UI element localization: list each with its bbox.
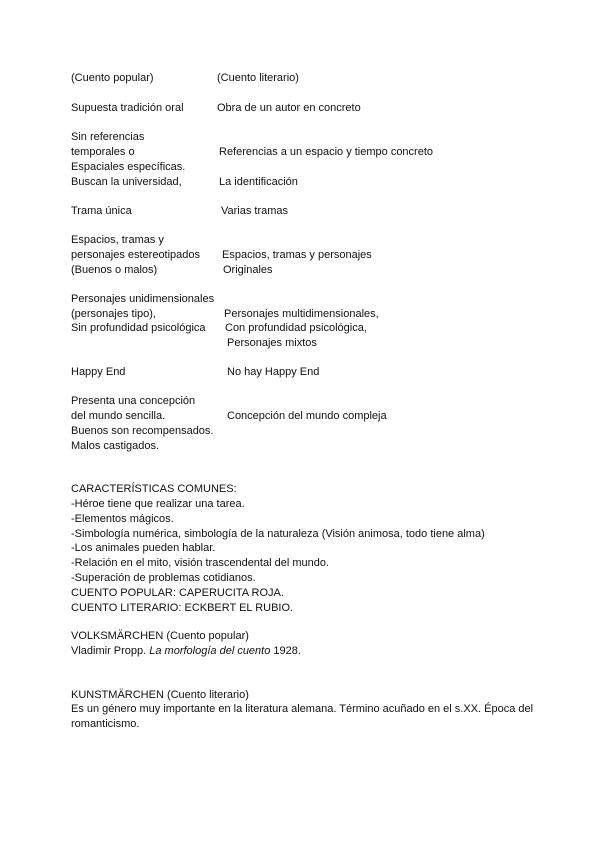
kunstmarchen-heading: KUNSTMÄRCHEN (Cuento literario): [71, 689, 249, 701]
volksmarchen-reference: [71, 644, 301, 658]
row7-right: Concepción del mundo compleja: [227, 410, 387, 422]
row3-right: Varias tramas: [221, 205, 289, 217]
row7-left-2: del mundo sencilla.: [71, 410, 166, 422]
row6-left: Happy End: [71, 366, 126, 378]
row4-left-2: personajes estereotipados: [71, 249, 201, 261]
example-popular: CUENTO POPULAR: CAPERUCITA ROJA.: [71, 587, 284, 599]
row5-right-1: Personajes multidimensionales,: [224, 308, 379, 320]
common-item: -Héroe tiene que realizar una tarea.: [71, 498, 245, 510]
row6-right: No hay Happy End: [227, 366, 320, 378]
common-item: -Los animales pueden hablar.: [71, 542, 216, 554]
row5-right-2: Con profundidad psicológica,: [225, 322, 367, 334]
row2-left-3: Espaciales específicas.: [71, 161, 186, 173]
common-item: -Relación en el mito, visión trascendental del mundo.: [71, 557, 330, 569]
row5-left-3: Sin profundidad psicológica: [71, 322, 206, 334]
row1-right: Obra de un autor en concreto: [217, 102, 361, 114]
common-item: -Elementos mágicos.: [71, 513, 174, 525]
row2-left-4: Buscan la universidad,: [71, 176, 182, 188]
reference-author: Vladimir Propp.: [71, 645, 150, 657]
reference-title: La morfología del cuento: [149, 645, 271, 657]
row4-right-1: Espacios, tramas y personajes: [222, 249, 372, 261]
row5-right-3: Personajes mixtos: [227, 337, 317, 349]
common-heading: CARACTERÍSTICAS COMUNES:: [71, 483, 237, 495]
row4-right-2: Originales: [223, 264, 273, 276]
volksmarchen-heading: VOLKSMÄRCHEN (Cuento popular): [71, 630, 249, 642]
row2-left-1: Sin referencias: [71, 131, 145, 143]
row4-left-1: Espacios, tramas y: [71, 234, 164, 246]
row4-left-3: (Buenos o malos): [71, 264, 158, 276]
example-literario: CUENTO LITERARIO: ECKBERT EL RUBIO.: [71, 602, 294, 614]
common-item: -Simbología numérica, simbología de la naturaleza (Visión animosa, todo tiene alma): [71, 528, 485, 540]
header-popular: (Cuento popular): [71, 72, 154, 84]
row7-left-1: Presenta una concepción: [71, 395, 196, 407]
row7-left-4: Malos castigados.: [71, 440, 160, 452]
row5-left-1: Personajes unidimensionales: [71, 293, 215, 305]
kunstmarchen-body: Es un género muy importante en la literatura alemana. Término acuñado en el s.XX. Época del romanticismo.: [71, 703, 534, 730]
common-item: -Superación de problemas cotidianos.: [71, 572, 256, 584]
row2-left-2: temporales o: [71, 146, 135, 158]
row2-right: Referencias a un espacio y tiempo concreto: [219, 146, 434, 158]
reference-year: 1928.: [270, 645, 301, 657]
row7-left-3: Buenos son recompensados.: [71, 425, 214, 437]
row5-left-2: (personajes tipo),: [71, 308, 156, 320]
row2-right-2: La identificación: [219, 176, 298, 188]
row1-left: Supuesta tradición oral: [71, 102, 184, 114]
header-literario: (Cuento literario): [217, 72, 299, 84]
row3-left: Trama única: [71, 205, 132, 217]
